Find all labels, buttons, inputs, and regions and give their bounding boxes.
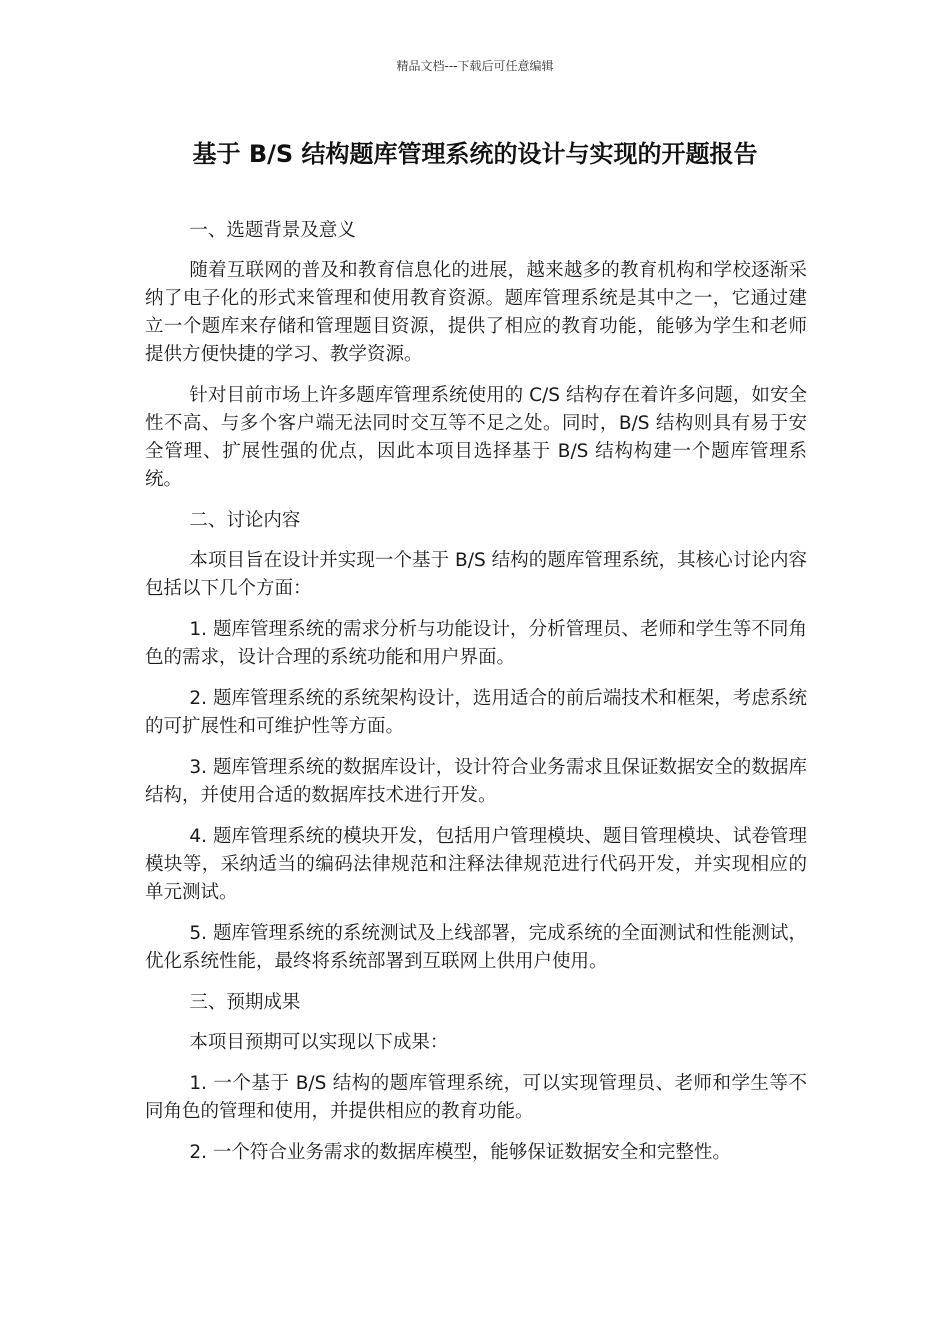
document-title: 基于 B/S 结构题库管理系统的设计与实现的开题报告 bbox=[192, 140, 758, 168]
section-heading-expected-results: 三、预期成果 bbox=[189, 992, 301, 1013]
paragraph-background-2: 针对目前市场上许多题库管理系统使用的 C/S 结构存在着许多问题，如安全性不高、与多个客户端无法同时交互等不足之处。同时，B/S 结构则具有易于安全管理、扩展性强的优点，因此本项目选择基于 B/S 结构构建一个题库管理系统。 bbox=[145, 385, 807, 490]
section-heading-research-content: 二、讨论内容 bbox=[189, 510, 301, 531]
document-body bbox=[145, 217, 807, 1180]
list-item-research-1: 1. 题库管理系统的需求分析与功能设计，分析管理员、老师和学生等不同角色的需求，设计合理的系统功能和用户界面。 bbox=[145, 619, 807, 668]
paragraph-background-1: 随着互联网的普及和教育信息化的进展，越来越多的教育机构和学校逐渐采纳了电子化的形式来管理和使用教育资源。题库管理系统是其中之一，它通过建立一个题库来存储和管理题目资源，提供了相应的教育功能，能够为学生和老师提供方便快捷的学习、教学资源。 bbox=[145, 260, 807, 365]
list-item-result-1: 1. 一个基于 B/S 结构的题库管理系统，可以实现管理员、老师和学生等不同角色的管理和使用，并提供相应的教育功能。 bbox=[145, 1073, 807, 1122]
list-item-research-3: 3. 题库管理系统的数据库设计，设计符合业务需求且保证数据安全的数据库结构，并使用合适的数据库技术进行开发。 bbox=[145, 757, 807, 806]
paragraph-research-intro: 本项目旨在设计并实现一个基于 B/S 结构的题库管理系统，其核心讨论内容包括以下几个方面： bbox=[145, 550, 807, 599]
paragraph-results-intro: 本项目预期可以实现以下成果： bbox=[189, 1032, 449, 1053]
list-item-research-2: 2. 题库管理系统的系统架构设计，选用适合的前后端技术和框架，考虑系统的可扩展性和可维护性等方面。 bbox=[145, 688, 807, 737]
list-item-research-5: 5. 题库管理系统的系统测试及上线部署，完成系统的全面测试和性能测试，优化系统性能，最终将系统部署到互联网上供用户使用。 bbox=[145, 923, 807, 972]
section-heading-background: 一、选题背景及意义 bbox=[189, 220, 356, 241]
list-item-result-2: 2. 一个符合业务需求的数据库模型，能够保证数据安全和完整性。 bbox=[189, 1142, 731, 1163]
page-header: 精品文档---下载后可任意编辑 bbox=[396, 59, 554, 73]
list-item-research-4: 4. 题库管理系统的模块开发，包括用户管理模块、题目管理模块、试卷管理模块等，采纳适当的编码法律规范和注释法律规范进行代码开发，并实现相应的单元测试。 bbox=[145, 826, 807, 903]
